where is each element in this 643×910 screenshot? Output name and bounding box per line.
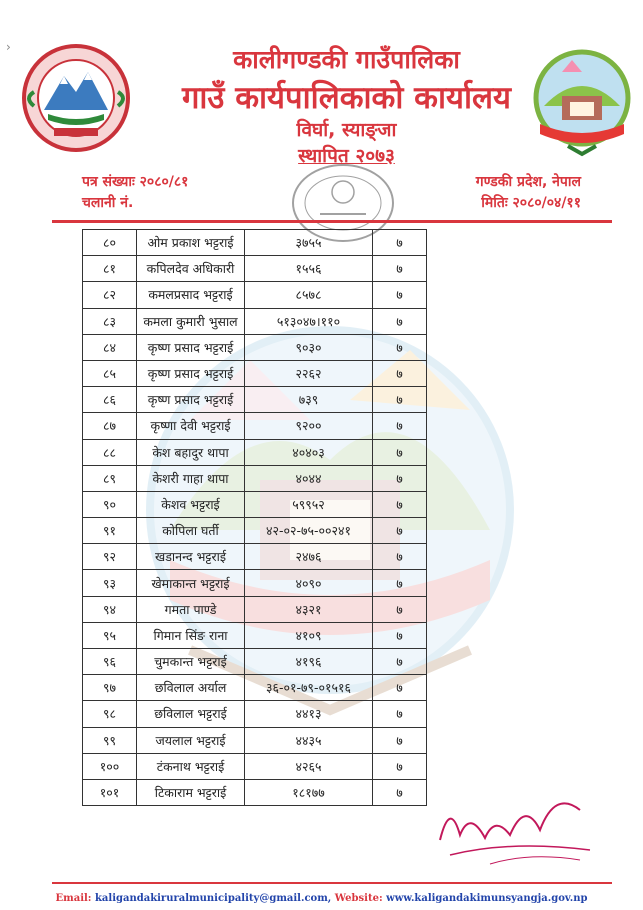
row-ward: ७ — [373, 334, 427, 360]
email-label: Email: — [55, 893, 92, 904]
row-name: केशव भट्टराई — [137, 491, 245, 517]
row-ward: ७ — [373, 727, 427, 753]
row-serial: ८८ — [83, 439, 137, 465]
table-row — [83, 570, 427, 596]
table-row — [83, 439, 427, 465]
reference-number: पत्र संख्याः २०८०/८१ — [82, 174, 189, 190]
row-ward: ७ — [373, 413, 427, 439]
row-name: कोपिला घर्ती — [137, 518, 245, 544]
table-row — [83, 491, 427, 517]
row-ward: ७ — [373, 230, 427, 256]
row-ward: ७ — [373, 308, 427, 334]
row-serial: ८३ — [83, 308, 137, 334]
row-serial: ८७ — [83, 413, 137, 439]
municipality-name: कालीगण्डकी गाउँपालिका — [233, 45, 460, 74]
row-serial: ९२ — [83, 544, 137, 570]
row-serial: ९१ — [83, 518, 137, 544]
table-row — [83, 649, 427, 675]
established-year: स्थापित २०७३ — [298, 145, 395, 167]
table-row — [83, 544, 427, 570]
row-name: टंकनाथ भट्टराई — [137, 753, 245, 779]
row-serial: १०१ — [83, 779, 137, 805]
table-row — [83, 727, 427, 753]
table-row — [83, 282, 427, 308]
row-id-number: ९२०० — [245, 413, 373, 439]
row-serial: ८१ — [83, 256, 137, 282]
row-ward: ७ — [373, 518, 427, 544]
row-serial: ९८ — [83, 701, 137, 727]
website-link[interactable]: www.kaligandakimunsyangja.gov.np — [386, 893, 588, 904]
row-ward: ७ — [373, 570, 427, 596]
row-ward: ७ — [373, 779, 427, 805]
row-name: कृष्ण प्रसाद भट्टराई — [137, 334, 245, 360]
row-name: केश बहादुर थापा — [137, 439, 245, 465]
row-id-number: ७३९ — [245, 387, 373, 413]
header-divider — [52, 220, 612, 223]
table-row — [83, 413, 427, 439]
row-serial: ९० — [83, 491, 137, 517]
row-id-number: २२६२ — [245, 360, 373, 386]
row-serial: ९७ — [83, 675, 137, 701]
row-name: चुमकान्त भट्टराई — [137, 649, 245, 675]
row-id-number: ४४१३ — [245, 701, 373, 727]
row-name: कृष्ण प्रसाद भट्टराई — [137, 360, 245, 386]
email-link[interactable]: kaligandakiruralmunicipality@gmail.com, — [94, 893, 332, 904]
table-row — [83, 596, 427, 622]
footer-divider — [52, 882, 612, 884]
row-name: खेमाकान्त भट्टराई — [137, 570, 245, 596]
row-ward: ७ — [373, 439, 427, 465]
province-label: गण्डकी प्रदेश, नेपाल — [475, 174, 581, 190]
office-address: विर्घा, स्याङ्जा — [296, 119, 397, 141]
row-name: कमलप्रसाद भट्टराई — [137, 282, 245, 308]
row-serial: ८० — [83, 230, 137, 256]
row-serial: ८४ — [83, 334, 137, 360]
row-serial: ९९ — [83, 727, 137, 753]
table-row — [83, 622, 427, 648]
row-name: गिमान सिंङ राना — [137, 622, 245, 648]
letter-date: मितिः २०८०/०४/११ — [481, 195, 581, 211]
row-ward: ७ — [373, 596, 427, 622]
row-name: टिकाराम भट्टराई — [137, 779, 245, 805]
row-serial: ८२ — [83, 282, 137, 308]
row-serial: ९३ — [83, 570, 137, 596]
page-margin-mark: › — [6, 40, 11, 54]
row-name: कपिलदेव अधिकारी — [137, 256, 245, 282]
footer-contact — [0, 893, 643, 904]
row-serial: ९५ — [83, 622, 137, 648]
row-id-number: ३७५५ — [245, 230, 373, 256]
row-id-number: ४०९० — [245, 570, 373, 596]
row-ward: ७ — [373, 465, 427, 491]
row-ward: ७ — [373, 544, 427, 570]
row-id-number: ५१३०४७।११० — [245, 308, 373, 334]
row-ward: ७ — [373, 387, 427, 413]
table-row — [83, 753, 427, 779]
row-ward: ७ — [373, 282, 427, 308]
row-id-number: ४४३५ — [245, 727, 373, 753]
signature-mark — [430, 780, 600, 870]
row-ward: ७ — [373, 675, 427, 701]
row-id-number: २४७६ — [245, 544, 373, 570]
row-serial: ९६ — [83, 649, 137, 675]
row-name: ओम प्रकाश भट्टराई — [137, 230, 245, 256]
row-name: छविलाल अर्याल — [137, 675, 245, 701]
row-id-number: ८५७८ — [245, 282, 373, 308]
row-ward: ७ — [373, 491, 427, 517]
table-row — [83, 465, 427, 491]
row-name: कृष्णा देवी भट्टराई — [137, 413, 245, 439]
row-name: कमला कुमारी भुसाल — [137, 308, 245, 334]
table-row — [83, 308, 427, 334]
table-row — [83, 256, 427, 282]
table-row — [83, 779, 427, 805]
table-row — [83, 230, 427, 256]
table-row — [83, 675, 427, 701]
website-label: Website: — [334, 893, 383, 904]
row-id-number: १५५६ — [245, 256, 373, 282]
row-serial: ८५ — [83, 360, 137, 386]
row-id-number: ४१०९ — [245, 622, 373, 648]
row-id-number: ४३२१ — [245, 596, 373, 622]
row-ward: ७ — [373, 649, 427, 675]
row-id-number: ४१९६ — [245, 649, 373, 675]
table-row — [83, 518, 427, 544]
row-serial: १०० — [83, 753, 137, 779]
row-name: गमता पाण्डे — [137, 596, 245, 622]
row-ward: ७ — [373, 360, 427, 386]
row-serial: ८९ — [83, 465, 137, 491]
row-id-number: ४२६५ — [245, 753, 373, 779]
row-name: जयलाल भट्टराई — [137, 727, 245, 753]
row-name: केशरी गाहा थापा — [137, 465, 245, 491]
dispatch-number: चलानी नं. — [82, 195, 134, 211]
table-row — [83, 360, 427, 386]
row-name: कृष्ण प्रसाद भट्टराई — [137, 387, 245, 413]
row-id-number: ४२-०२-७५-००२४१ — [245, 518, 373, 544]
row-serial: ९४ — [83, 596, 137, 622]
row-ward: ७ — [373, 622, 427, 648]
row-id-number: ४०४०३ — [245, 439, 373, 465]
office-title: गाउँ कार्यपालिकाको कार्यालय — [181, 80, 512, 116]
row-id-number: ५९९५२ — [245, 491, 373, 517]
row-ward: ७ — [373, 753, 427, 779]
row-name: छविलाल भट्टराई — [137, 701, 245, 727]
row-id-number: ३६-०१-७९-०१५१६ — [245, 675, 373, 701]
table-row — [83, 701, 427, 727]
recipient-table — [82, 229, 427, 806]
table-row — [83, 387, 427, 413]
row-name: खडानन्द भट्टराई — [137, 544, 245, 570]
row-id-number: ९०३० — [245, 334, 373, 360]
row-ward: ७ — [373, 256, 427, 282]
row-ward: ७ — [373, 701, 427, 727]
row-serial: ८६ — [83, 387, 137, 413]
row-id-number: १८१७७ — [245, 779, 373, 805]
row-id-number: ४०४४ — [245, 465, 373, 491]
table-row — [83, 334, 427, 360]
